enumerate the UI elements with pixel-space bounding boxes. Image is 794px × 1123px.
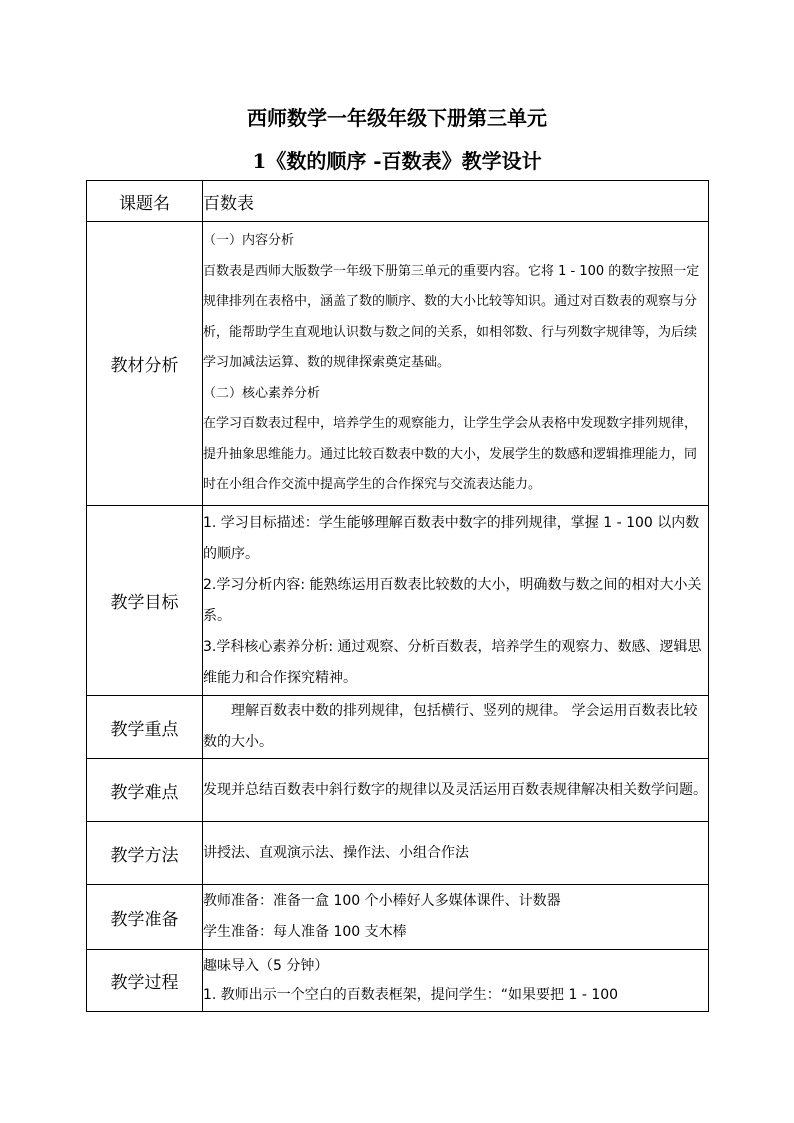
difficulties-content <box>203 759 709 822</box>
table-row-topic <box>87 181 709 222</box>
goal-item-3: 3.学科核心素养分析: 通过观察、分析百数表，培养学生的观察力、数感、逻辑思维能力和合作探究精神。 <box>203 638 702 686</box>
key-points-label: 教学重点 <box>87 696 203 759</box>
difficulties-text: 发现并总结百数表中斜行数字的规律以及灵活运用百数表规律解决相关数学问题。 <box>203 781 707 798</box>
material-analysis-content <box>203 222 709 506</box>
methods-content <box>203 822 709 885</box>
preparation-content <box>203 885 709 950</box>
document-title: 西师数学一年级年级下册第三单元 <box>247 106 547 130</box>
document-subtitle: 1《数的顺序 -百数表》教学设计 <box>252 149 542 173</box>
teacher-preparation: 教师准备：准备一盒 100 个小棒好人多媒体课件、计数器 <box>203 893 561 909</box>
topic-label: 课题名 <box>87 181 203 222</box>
table-row-goals <box>87 506 709 696</box>
goals-content <box>203 506 709 696</box>
key-points-text: 理解百数表中数的排列规律，包括横行、竖列的规律。 学会运用百数表比较数的大小。 <box>203 703 698 750</box>
content-analysis-text: 百数表是西师大版数学一年级下册第三单元的重要内容。它将 1 - 100 的数字按照一定规律排列在表格中，涵盖了数的顺序、数的大小比较等知识。通过对百数表的观察与分析，能帮助学生直观地认识数与数之间的关系，如相邻数、行与列数字规律等，为后续学习加减法运算、数的规律探索奠定基础。 <box>203 263 700 371</box>
student-preparation: 学生准备：每人准备 100 支木棒 <box>203 924 407 940</box>
process-intro: 趣味导入（5 分钟） <box>203 958 329 974</box>
goal-item-2: 2.学习分析内容: 能熟练运用百数表比较数的大小，明确数与数之间的相对大小关系。 <box>203 576 702 624</box>
key-points-content <box>203 696 709 759</box>
methods-text: 讲授法、直观演示法、操作法、小组合作法 <box>203 844 469 861</box>
difficulties-label: 教学难点 <box>87 759 203 822</box>
table-row-material-analysis <box>87 222 709 506</box>
material-analysis-label: 教材分析 <box>87 222 203 506</box>
core-literacy-heading: （二）核心素养分析 <box>203 385 321 401</box>
preparation-label: 教学准备 <box>87 885 203 950</box>
process-step-1: 1. 教师出示一个空白的百数表框架，提问学生：“如果要把 1 - 100 <box>203 987 619 1003</box>
topic-value: 百数表 <box>203 181 709 222</box>
methods-label: 教学方法 <box>87 822 203 885</box>
table-row-preparation <box>87 885 709 950</box>
process-label: 教学过程 <box>87 950 203 1012</box>
table-row-difficulties <box>87 759 709 822</box>
goal-item-1: 1. 学习目标描述：学生能够理解百数表中数字的排列规律，掌握 1 - 100 以内数的顺序。 <box>203 514 700 562</box>
process-content <box>203 950 709 1012</box>
table-row-methods <box>87 822 709 885</box>
lesson-plan-table <box>86 180 709 1012</box>
content-analysis-heading: （一）内容分析 <box>203 233 295 249</box>
goals-label: 教学目标 <box>87 506 203 696</box>
table-row-key-points <box>87 696 709 759</box>
core-literacy-text: 在学习百数表过程中，培养学生的观察能力，让学生学会从表格中发现数字排列规律，提升抽象思维能力。通过比较百数表中数的大小，发展学生的数感和逻辑推理能力，同时在小组合作交流中提高学生的合作探究与交流表达能力。 <box>203 416 698 493</box>
table-row-process <box>87 950 709 1012</box>
